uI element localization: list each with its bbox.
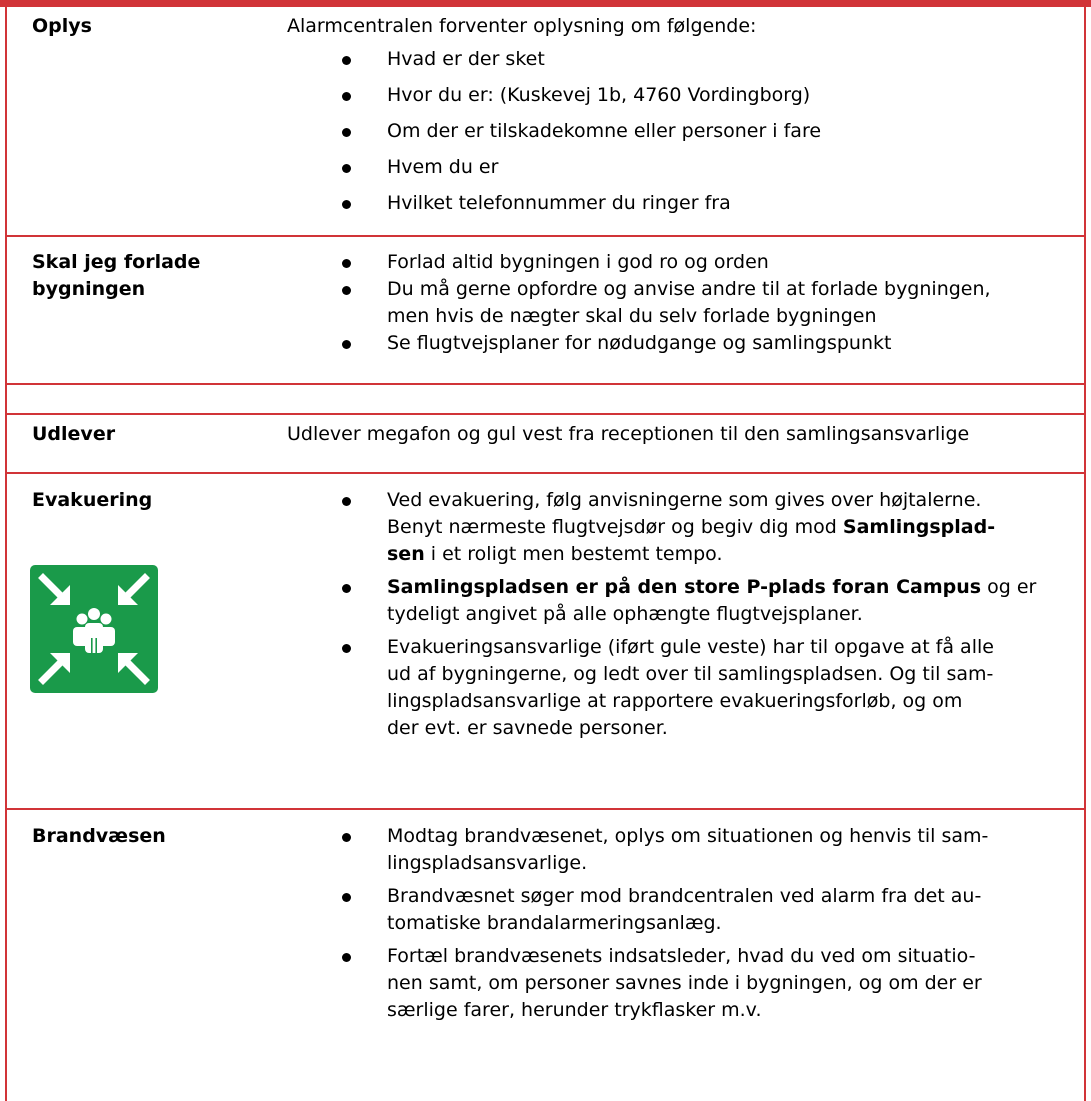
bullet bbox=[342, 56, 351, 65]
row-empty bbox=[5, 383, 1086, 413]
list-item: Samlingspladsen er på den store P-plads foran Campus og er tydeligt angivet på alle ophængte flugtvejsplaner. bbox=[387, 574, 1036, 628]
bullet bbox=[342, 286, 351, 295]
row-evakuering bbox=[5, 472, 1086, 808]
bullet bbox=[342, 92, 351, 101]
bullet bbox=[342, 164, 351, 173]
list-item: Forlad altid bygningen i god ro og orden bbox=[387, 249, 991, 276]
row-label-oplys: Oplys bbox=[32, 15, 92, 37]
bullet bbox=[342, 497, 351, 506]
list-item: Evakueringsansvarlige (iført gule veste) har til opgave at få alle ud af bygningerne, og ledt over til samlingspladsen. Og til sam- lingspladsansvarlige at rapportere evakueringsforløb, og om der evt. er savnede personer. bbox=[387, 634, 1036, 742]
assembly-point-graphic bbox=[30, 565, 158, 693]
assembly-point-icon bbox=[30, 565, 158, 693]
row-label-evakuering: Evakuering bbox=[32, 489, 153, 511]
list-item: Fortæl brandvæsenets indsatsleder, hvad du ved om situatio- nen samt, om personer savnes inde i bygningen, og om der er særlige farer, herunder trykflasker m.v. bbox=[387, 943, 988, 1024]
list-item: Se flugtvejsplaner for nødudgange og samlingspunkt bbox=[387, 330, 991, 357]
row-brandvaesen bbox=[5, 808, 1086, 1101]
bullet bbox=[342, 584, 351, 593]
list-item: Brandvæsnet søger mod brandcentralen ved alarm fra det au- tomatiske brandalarmeringsanlæg. bbox=[387, 883, 988, 937]
row-oplys bbox=[5, 7, 1086, 235]
bullet bbox=[342, 953, 351, 962]
bullet bbox=[342, 340, 351, 349]
list-item: Hvad er der sket bbox=[387, 46, 821, 73]
list-item: Ved evakuering, følg anvisningerne som gives over højtalerne. Benyt nærmeste flugtvejsdør og begiv dig mod Samlingsplad- sen i et roligt men bestemt tempo. bbox=[387, 487, 1036, 568]
row-label-forlade: Skal jeg forlade bygningen bbox=[32, 251, 201, 300]
forlade-list bbox=[387, 249, 991, 357]
bullet bbox=[342, 893, 351, 902]
list-item: Hvor du er: (Kuskevej 1b, 4760 Vordingborg) bbox=[387, 82, 821, 109]
bullet bbox=[342, 259, 351, 268]
row-udlever bbox=[5, 413, 1086, 472]
bullet bbox=[342, 128, 351, 137]
list-item: Om der er tilskadekomne eller personer i fare bbox=[387, 118, 821, 145]
oplys-list bbox=[387, 46, 821, 217]
bullet bbox=[342, 200, 351, 209]
row-forlade bbox=[5, 235, 1086, 383]
list-item: Modtag brandvæsenet, oplys om situationen og henvis til sam- lingspladsansvarlige. bbox=[387, 823, 988, 877]
bullet bbox=[342, 644, 351, 653]
list-item: Du må gerne opfordre og anvise andre til at forlade bygningen, men hvis de nægter skal du selv forlade bygningen bbox=[387, 276, 991, 330]
list-item: Hvilket telefonnummer du ringer fra bbox=[387, 190, 821, 217]
row-label-brandvaesen: Brandvæsen bbox=[32, 825, 166, 847]
udlever-text: Udlever megafon og gul vest fra receptionen til den samlingsansvarlige bbox=[287, 423, 970, 445]
bullet bbox=[342, 833, 351, 842]
brandvaesen-list bbox=[387, 823, 988, 1024]
list-item: Hvem du er bbox=[387, 154, 821, 181]
row-label-udlever: Udlever bbox=[32, 423, 116, 445]
oplys-intro: Alarmcentralen forventer oplysning om følgende: bbox=[287, 15, 757, 37]
evakuering-list bbox=[387, 487, 1036, 742]
